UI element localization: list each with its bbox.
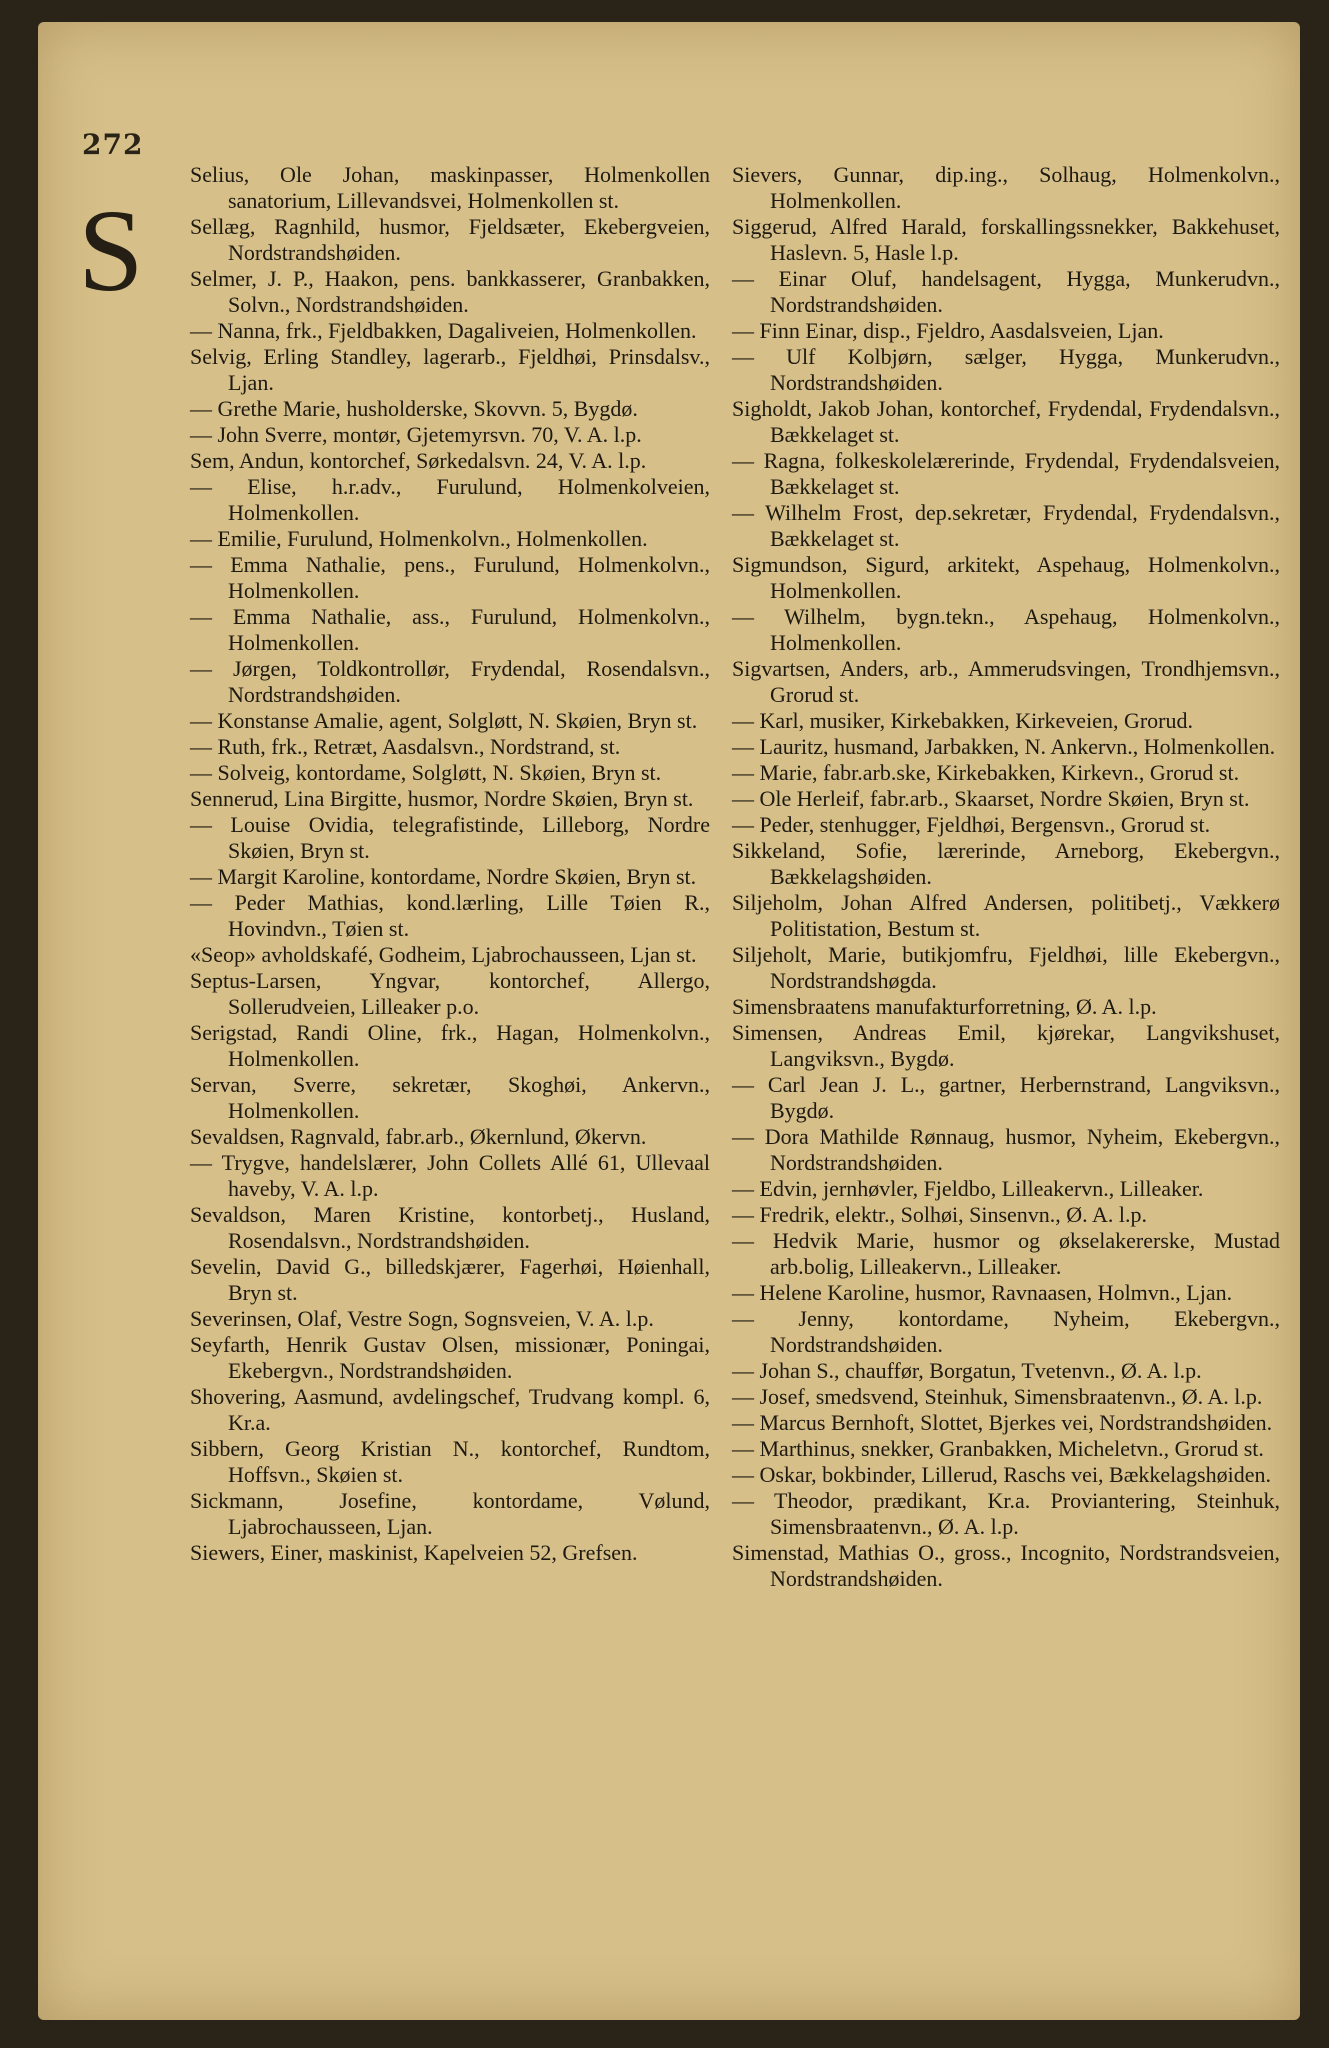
directory-entry: Sikkeland, Sofie, lærerinde, Arneborg, Ekebergvn., Bækkelagshøiden. (732, 838, 1280, 889)
directory-entry: — Nanna, frk., Fjeldbakken, Dagaliveien, Holmenkollen. (190, 318, 697, 343)
directory-entry: Seyfarth, Henrik Gustav Olsen, missionær, Poningai, Ekebergvn., Nordstrandshøiden. (190, 1332, 710, 1383)
left-column (190, 162, 710, 1566)
directory-entry: Simensbraatens manufakturforretning, Ø. A. l.p. (732, 994, 1157, 1019)
directory-entry: Serigstad, Randi Oline, frk., Hagan, Holmenkolvn., Holmenkollen. (190, 1020, 710, 1071)
directory-entry: Simensen, Andreas Emil, kjørekar, Langvikshuset, Langviksvn., Bygdø. (732, 1020, 1280, 1071)
directory-entry: Servan, Sverre, sekretær, Skoghøi, Ankervn., Holmenkollen. (190, 1072, 710, 1123)
directory-entry: Sievers, Gunnar, dip.ing., Solhaug, Holmenkolvn., Holmenkollen. (732, 162, 1280, 213)
directory-entry: — Fredrik, elektr., Solhøi, Sinsenvn., Ø. A. l.p. (732, 1202, 1147, 1227)
directory-entry: — Louise Ovidia, telegrafistinde, Lilleborg, Nordre Skøien, Bryn st. (190, 812, 710, 863)
directory-entry: Sigholdt, Jakob Johan, kontorchef, Frydendal, Frydendalsvn., Bækkelaget st. (732, 396, 1280, 447)
directory-entry: — Helene Karoline, husmor, Ravnaasen, Holmvn., Ljan. (732, 1280, 1233, 1305)
directory-entry: Sickmann, Josefine, kontordame, Vølund, Ljabrochausseen, Ljan. (190, 1488, 710, 1539)
directory-entry: — Marie, fabr.arb.ske, Kirkebakken, Kirkevn., Grorud st. (732, 760, 1240, 785)
directory-entry: Sem, Andun, kontorchef, Sørkedalsvn. 24, V. A. l.p. (190, 448, 647, 473)
directory-entry: — Hedvik Marie, husmor og økselakererske, Mustad arb.bolig, Lilleakervn., Lilleaker. (732, 1228, 1280, 1279)
page-number: 272 (82, 128, 144, 161)
directory-entry: Selvig, Erling Standley, lagerarb., Fjeldhøi, Prinsdalsv., Ljan. (190, 344, 710, 395)
directory-entry: — Oskar, bokbinder, Lillerud, Raschs vei, Bækkelagshøiden. (732, 1462, 1271, 1487)
directory-entry: Septus-Larsen, Yngvar, kontorchef, Allergo, Sollerudveien, Lilleaker p.o. (190, 968, 710, 1019)
right-column (732, 162, 1280, 1592)
directory-entry: — Marthinus, snekker, Granbakken, Micheletvn., Grorud st. (732, 1436, 1264, 1461)
directory-entry: Siljeholt, Marie, butikjomfru, Fjeldhøi, lille Ekebergvn., Nordstrandshøgda. (732, 942, 1280, 993)
directory-entry: — Lauritz, husmand, Jarbakken, N. Ankervn., Holmenkollen. (732, 734, 1276, 759)
directory-entry: — Solveig, kontordame, Solgløtt, N. Skøien, Bryn st. (190, 760, 662, 785)
directory-entry: — Finn Einar, disp., Fjeldro, Aasdalsveien, Ljan. (732, 318, 1164, 343)
directory-entry: — Edvin, jernhøvler, Fjeldbo, Lilleakervn., Lilleaker. (732, 1176, 1204, 1201)
directory-entry: Sennerud, Lina Birgitte, husmor, Nordre Skøien, Bryn st. (190, 786, 694, 811)
directory-entry: Sellæg, Ragnhild, husmor, Fjeldsæter, Ekebergveien, Nordstrandshøiden. (190, 214, 710, 265)
directory-entry: Shovering, Aasmund, avdelingschef, Trudvang kompl. 6, Kr.a. (190, 1384, 710, 1435)
directory-entry: — Theodor, prædikant, Kr.a. Proviantering, Steinhuk, Simensbraatenvn., Ø. A. l.p. (732, 1488, 1280, 1539)
directory-entry: — Ruth, frk., Retræt, Aasdalsvn., Nordstrand, st. (190, 734, 621, 759)
directory-entry: Sevaldson, Maren Kristine, kontorbetj., Husland, Rosendalsvn., Nordstrandshøiden. (190, 1202, 710, 1253)
directory-entry: — Wilhelm Frost, dep.sekretær, Frydendal, Frydendalsvn., Bækkelaget st. (732, 500, 1280, 551)
directory-entry: Sevelin, David G., billedskjærer, Fagerhøi, Høienhall, Bryn st. (190, 1254, 710, 1305)
directory-entry: Siewers, Einer, maskinist, Kapelveien 52, Grefsen. (190, 1540, 638, 1565)
directory-entry: — Einar Oluf, handelsagent, Hygga, Munkerudvn., Nordstrandshøiden. (732, 266, 1280, 317)
directory-entry: — Konstanse Amalie, agent, Solgløtt, N. Skøien, Bryn st. (190, 708, 698, 733)
directory-entry: — Emilie, Furulund, Holmenkolvn., Holmenkollen. (190, 526, 648, 551)
directory-entry: — Carl Jean J. L., gartner, Herbernstrand, Langviksvn., Bygdø. (732, 1072, 1280, 1123)
directory-entry: — Wilhelm, bygn.tekn., Aspehaug, Holmenkolvn., Holmenkollen. (732, 604, 1280, 655)
directory-entry: — Jenny, kontordame, Nyheim, Ekebergvn., Nordstrandshøiden. (732, 1306, 1280, 1357)
directory-page (38, 22, 1300, 2020)
directory-entry: — Johan S., chauffør, Borgatun, Tvetenvn., Ø. A. l.p. (732, 1358, 1202, 1383)
directory-entry: Simenstad, Mathias O., gross., Incognito, Nordstrandsveien, Nordstrandshøiden. (732, 1540, 1280, 1591)
directory-entry: — Ulf Kolbjørn, sælger, Hygga, Munkerudvn., Nordstrandshøiden. (732, 344, 1280, 395)
directory-entry: Sibbern, Georg Kristian N., kontorchef, Rundtom, Hoffsvn., Skøien st. (190, 1436, 710, 1487)
directory-entry: — Ragna, folkeskolelærerinde, Frydendal, Frydendalsveien, Bækkelaget st. (732, 448, 1280, 499)
directory-entry: Siggerud, Alfred Harald, forskallingssnekker, Bakkehuset, Haslevn. 5, Hasle l.p. (732, 214, 1280, 265)
directory-entry: — Emma Nathalie, ass., Furulund, Holmenkolvn., Holmenkollen. (190, 604, 710, 655)
directory-entry: — Josef, smedsvend, Steinhuk, Simensbraatenvn., Ø. A. l.p. (732, 1384, 1263, 1409)
directory-entry: — John Sverre, montør, Gjetemyrsvn. 70, V. A. l.p. (190, 422, 642, 447)
directory-entry: — Karl, musiker, Kirkebakken, Kirkeveien, Grorud. (732, 708, 1193, 733)
directory-entry: — Elise, h.r.adv., Furulund, Holmenkolveien, Holmenkollen. (190, 474, 710, 525)
directory-entry: — Margit Karoline, kontordame, Nordre Skøien, Bryn st. (190, 864, 697, 889)
directory-entry: — Jørgen, Toldkontrollør, Frydendal, Rosendalsvn., Nordstrandshøiden. (190, 656, 710, 707)
directory-entry: Sigvartsen, Anders, arb., Ammerudsvingen, Trondhjemsvn., Grorud st. (732, 656, 1280, 707)
directory-entry: Severinsen, Olaf, Vestre Sogn, Sognsveien, V. A. l.p. (190, 1306, 654, 1331)
directory-entry: — Ole Herleif, fabr.arb., Skaarset, Nordre Skøien, Bryn st. (732, 786, 1250, 811)
directory-entry: — Grethe Marie, husholderske, Skovvn. 5, Bygdø. (190, 396, 638, 421)
directory-entry: — Peder, stenhugger, Fjeldhøi, Bergensvn., Grorud st. (732, 812, 1211, 837)
section-letter: S (78, 185, 144, 316)
directory-entry: Selius, Ole Johan, maskinpasser, Holmenkollen sanatorium, Lillevandsvei, Holmenkollen st. (190, 162, 710, 213)
directory-entry: — Trygve, handelslærer, John Collets Allé 61, Ullevaal haveby, V. A. l.p. (190, 1150, 710, 1201)
directory-entry: Selmer, J. P., Haakon, pens. bankkasserer, Granbakken, Solvn., Nordstrandshøiden. (190, 266, 710, 317)
directory-entry: «Seop» avholdskafé, Godheim, Ljabrochausseen, Ljan st. (190, 942, 697, 967)
directory-entry: Siljeholm, Johan Alfred Andersen, politibetj., Vækkerø Politistation, Bestum st. (732, 890, 1280, 941)
directory-entry: — Peder Mathias, kond.lærling, Lille Tøien R., Hovindvn., Tøien st. (190, 890, 710, 941)
directory-entry: Sevaldsen, Ragnvald, fabr.arb., Økernlund, Økervn. (190, 1124, 647, 1149)
directory-entry: — Emma Nathalie, pens., Furulund, Holmenkolvn., Holmenkollen. (190, 552, 710, 603)
directory-entry: — Marcus Bernhoft, Slottet, Bjerkes vei, Nordstrandshøiden. (732, 1410, 1273, 1435)
directory-entry: Sigmundson, Sigurd, arkitekt, Aspehaug, Holmenkolvn., Holmenkollen. (732, 552, 1280, 603)
directory-entry: — Dora Mathilde Rønnaug, husmor, Nyheim, Ekebergvn., Nordstrandshøiden. (732, 1124, 1280, 1175)
